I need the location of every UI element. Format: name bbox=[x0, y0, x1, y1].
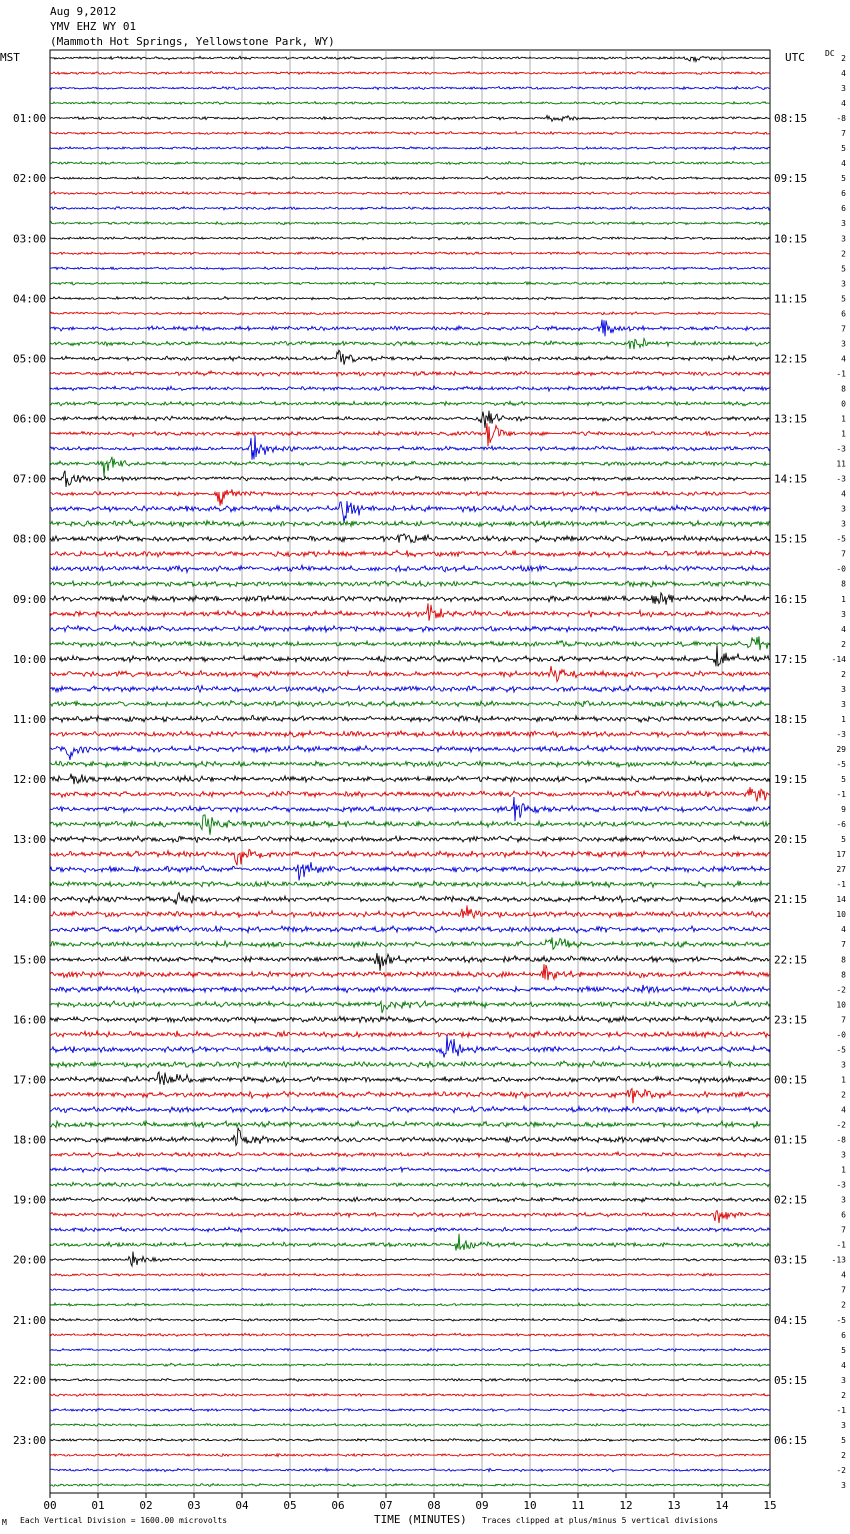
dc-offset-label: -5 bbox=[836, 1045, 846, 1055]
trace-row-69 bbox=[50, 1089, 770, 1104]
dc-offset-label: -1 bbox=[836, 790, 846, 800]
right-hour-label: 06:15 bbox=[774, 1433, 808, 1447]
right-hour-label: 20:15 bbox=[774, 833, 808, 847]
trace-row-4 bbox=[50, 116, 770, 122]
dc-offset-label: -1 bbox=[836, 1240, 846, 1250]
left-hour-label: 20:00 bbox=[13, 1253, 47, 1267]
trace-row-70 bbox=[50, 1106, 770, 1112]
trace-row-10 bbox=[50, 207, 770, 210]
left-hour-label: 16:00 bbox=[13, 1013, 47, 1027]
x-tick-label: 12 bbox=[619, 1499, 633, 1512]
trace-row-21 bbox=[50, 371, 770, 376]
x-tick-label: 13 bbox=[667, 1499, 681, 1512]
dc-offset-label: 2 bbox=[841, 669, 846, 679]
trace-row-2 bbox=[50, 86, 770, 89]
dc-offset-label: 4 bbox=[841, 1360, 846, 1370]
dc-offset-label: 5 bbox=[841, 144, 846, 154]
trace-row-26 bbox=[50, 435, 770, 459]
trace-row-85 bbox=[50, 1333, 770, 1336]
trace-row-27 bbox=[50, 457, 770, 477]
trace-row-13 bbox=[50, 252, 770, 255]
right-hour-label: 18:15 bbox=[774, 712, 808, 726]
dc-offset-label: -2 bbox=[836, 1120, 846, 1130]
dc-offset-label: -3 bbox=[836, 444, 846, 454]
x-tick-label: 02 bbox=[139, 1499, 153, 1512]
trace-row-39 bbox=[50, 636, 770, 650]
trace-row-15 bbox=[50, 282, 770, 285]
dc-offset-label: 4 bbox=[841, 1105, 846, 1115]
dc-offset-label: 8 bbox=[841, 955, 846, 965]
dc-offset-label: 3 bbox=[841, 1195, 846, 1205]
trace-row-65 bbox=[50, 1031, 770, 1038]
trace-row-66 bbox=[50, 1035, 770, 1057]
dc-offset-label: 4 bbox=[841, 69, 846, 79]
trace-row-22 bbox=[50, 386, 770, 391]
dc-offset-label: 3 bbox=[841, 339, 846, 349]
dc-offset-label: -1 bbox=[836, 369, 846, 379]
x-axis bbox=[43, 1493, 776, 1512]
x-tick-label: 14 bbox=[715, 1499, 729, 1512]
right-hour-label: 02:15 bbox=[774, 1193, 808, 1207]
x-tick-label: 00 bbox=[43, 1499, 57, 1512]
trace-row-14 bbox=[50, 267, 770, 270]
trace-row-95 bbox=[50, 1484, 770, 1487]
trace-row-60 bbox=[50, 953, 770, 971]
x-tick-label: 09 bbox=[475, 1499, 489, 1512]
left-hour-label: 05:00 bbox=[13, 352, 47, 366]
dc-offset-label: -0 bbox=[836, 1030, 846, 1040]
trace-row-18 bbox=[50, 320, 770, 337]
dc-offset-label: 9 bbox=[841, 805, 846, 815]
dc-offset-label: -8 bbox=[836, 1135, 846, 1145]
trace-row-64 bbox=[50, 1016, 770, 1022]
right-hour-label: 13:15 bbox=[774, 412, 808, 426]
trace-row-78 bbox=[50, 1227, 770, 1232]
right-hour-label: 10:15 bbox=[774, 232, 808, 246]
trace-row-73 bbox=[50, 1152, 770, 1157]
dc-offset-label: 3 bbox=[841, 609, 846, 619]
trace-row-94 bbox=[50, 1468, 770, 1471]
dc-column-label: DC bbox=[825, 49, 835, 58]
dc-offset-label: 6 bbox=[841, 204, 846, 214]
trace-row-41 bbox=[50, 666, 770, 681]
right-hour-label: 11:15 bbox=[774, 292, 808, 306]
trace-row-91 bbox=[50, 1424, 770, 1427]
left-hour-label: 01:00 bbox=[13, 112, 47, 126]
right-hour-label: 17:15 bbox=[774, 652, 808, 666]
trace-row-34 bbox=[50, 565, 770, 572]
trace-row-42 bbox=[50, 685, 770, 692]
left-hour-label: 21:00 bbox=[13, 1313, 47, 1327]
dc-offset-label: 5 bbox=[841, 264, 846, 274]
trace-row-92 bbox=[50, 1438, 770, 1441]
dc-offset-label: 10 bbox=[836, 1000, 846, 1010]
dc-offset-label: 0 bbox=[841, 399, 846, 409]
dc-offset-label: 11 bbox=[836, 459, 846, 469]
right-timezone-label: UTC bbox=[785, 51, 805, 64]
trace-row-80 bbox=[50, 1252, 770, 1266]
dc-offset-label: -0 bbox=[836, 564, 846, 574]
x-tick-label: 10 bbox=[523, 1499, 537, 1512]
dc-offset-label: 3 bbox=[841, 84, 846, 94]
left-hour-label: 22:00 bbox=[13, 1373, 47, 1387]
dc-offset-label: 8 bbox=[841, 970, 846, 980]
trace-row-77 bbox=[50, 1210, 770, 1223]
dc-offset-label: -5 bbox=[836, 534, 846, 544]
trace-row-81 bbox=[50, 1273, 770, 1276]
trace-row-58 bbox=[50, 926, 770, 933]
trace-row-51 bbox=[50, 815, 770, 835]
station-code: YMV EHZ WY 01 bbox=[50, 20, 137, 33]
trace-row-76 bbox=[50, 1197, 770, 1202]
left-hour-label: 11:00 bbox=[13, 712, 47, 726]
dc-offset-label: 3 bbox=[841, 1481, 846, 1490]
left-hour-label: 02:00 bbox=[13, 172, 47, 186]
trace-row-56 bbox=[50, 893, 770, 905]
x-tick-label: 06 bbox=[331, 1499, 345, 1512]
right-hour-label: 09:15 bbox=[774, 172, 808, 186]
dc-offset-label: 6 bbox=[841, 1210, 846, 1220]
dc-offset-label: 3 bbox=[841, 504, 846, 514]
dc-offset-label: 2 bbox=[841, 1450, 846, 1460]
right-hour-label: 14:15 bbox=[774, 472, 808, 486]
corner-mark: M bbox=[2, 1518, 7, 1527]
dc-offset-label: 7 bbox=[841, 129, 846, 139]
right-hour-label: 23:15 bbox=[774, 1013, 808, 1027]
right-hour-label: 15:15 bbox=[774, 532, 808, 546]
trace-row-31 bbox=[50, 520, 770, 527]
x-tick-label: 05 bbox=[283, 1499, 297, 1512]
dc-offset-label: -2 bbox=[836, 985, 846, 995]
dc-offset-label: -5 bbox=[836, 1315, 846, 1325]
dc-offset-label: 10 bbox=[836, 910, 846, 920]
dc-offset-label: 7 bbox=[841, 324, 846, 334]
trace-row-62 bbox=[50, 985, 770, 993]
left-hour-label: 10:00 bbox=[13, 652, 47, 666]
footer-scale-note: Each Vertical Division = 1600.00 microvolts bbox=[20, 1516, 228, 1525]
trace-row-82 bbox=[50, 1288, 770, 1291]
trace-row-6 bbox=[50, 147, 770, 150]
trace-row-43 bbox=[50, 701, 770, 708]
trace-row-83 bbox=[50, 1303, 770, 1306]
trace-row-68 bbox=[50, 1072, 770, 1085]
dc-offset-label: 5 bbox=[841, 294, 846, 304]
plot-grid bbox=[50, 50, 770, 1493]
left-hour-label: 12:00 bbox=[13, 773, 47, 787]
x-tick-label: 07 bbox=[379, 1499, 393, 1512]
dc-offset-label: 3 bbox=[841, 1150, 846, 1160]
left-hour-label: 17:00 bbox=[13, 1073, 47, 1087]
right-hour-label: 05:15 bbox=[774, 1373, 808, 1387]
dc-offset-label: -1 bbox=[836, 880, 846, 890]
trace-row-5 bbox=[50, 132, 770, 135]
trace-row-71 bbox=[50, 1121, 770, 1128]
trace-row-59 bbox=[50, 937, 770, 949]
chart-date: Aug 9,2012 bbox=[50, 5, 117, 18]
right-hour-label: 16:15 bbox=[774, 592, 808, 606]
dc-offset-label: 1 bbox=[841, 414, 846, 424]
dc-offset-label: 6 bbox=[841, 189, 846, 199]
trace-row-63 bbox=[50, 1001, 770, 1013]
plot-frame bbox=[50, 50, 770, 1493]
dc-offset-label: 4 bbox=[841, 925, 846, 935]
left-hour-label: 15:00 bbox=[13, 953, 47, 967]
x-tick-label: 03 bbox=[187, 1499, 201, 1512]
right-hour-label: 01:15 bbox=[774, 1133, 808, 1147]
trace-row-33 bbox=[50, 550, 770, 557]
dc-offset-label: -6 bbox=[836, 820, 846, 830]
trace-row-12 bbox=[50, 237, 770, 240]
dc-offset-label: 1 bbox=[841, 714, 846, 724]
footer-clip-note: Traces clipped at plus/minus 5 vertical divisions bbox=[482, 1516, 719, 1525]
trace-row-47 bbox=[50, 761, 770, 767]
dc-offset-label: 3 bbox=[841, 1060, 846, 1070]
left-timezone-label: MST bbox=[0, 51, 20, 64]
trace-row-93 bbox=[50, 1453, 770, 1456]
dc-offset-label: 3 bbox=[841, 219, 846, 229]
x-tick-label: 01 bbox=[91, 1499, 105, 1512]
trace-row-49 bbox=[50, 787, 770, 801]
dc-offset-label: -14 bbox=[831, 654, 846, 664]
trace-row-88 bbox=[50, 1378, 770, 1381]
trace-row-23 bbox=[50, 401, 770, 405]
dc-offset-label: 5 bbox=[841, 174, 846, 184]
dc-offset-label: -8 bbox=[836, 114, 846, 124]
left-hour-label: 23:00 bbox=[13, 1433, 47, 1447]
x-axis-title: TIME (MINUTES) bbox=[374, 1513, 467, 1526]
dc-offset-label: -1 bbox=[836, 1405, 846, 1415]
trace-row-67 bbox=[50, 1061, 770, 1068]
left-hour-label: 04:00 bbox=[13, 292, 47, 306]
trace-row-90 bbox=[50, 1408, 770, 1411]
dc-offset-label: 7 bbox=[841, 1015, 846, 1025]
x-tick-label: 11 bbox=[571, 1499, 585, 1512]
dc-offset-label: 3 bbox=[841, 1375, 846, 1385]
trace-row-29 bbox=[50, 489, 770, 505]
dc-offset-label: 1 bbox=[841, 429, 846, 439]
dc-offset-label: 4 bbox=[841, 159, 846, 169]
trace-row-86 bbox=[50, 1348, 770, 1351]
right-hour-label: 03:15 bbox=[774, 1253, 808, 1267]
dc-offset-label: 8 bbox=[841, 579, 846, 589]
trace-row-79 bbox=[50, 1234, 770, 1251]
left-hour-label: 19:00 bbox=[13, 1193, 47, 1207]
trace-row-89 bbox=[50, 1393, 770, 1396]
trace-row-19 bbox=[50, 339, 770, 350]
trace-row-44 bbox=[50, 715, 770, 722]
right-hour-label: 22:15 bbox=[774, 953, 808, 967]
dc-offset-label: 6 bbox=[841, 309, 846, 319]
trace-row-48 bbox=[50, 774, 770, 785]
dc-offset-label: 5 bbox=[841, 835, 846, 845]
right-hour-label: 12:15 bbox=[774, 352, 808, 366]
dc-offset-label: 8 bbox=[841, 384, 846, 394]
right-hour-label: 04:15 bbox=[774, 1313, 808, 1327]
trace-row-50 bbox=[50, 797, 770, 821]
trace-row-75 bbox=[50, 1182, 770, 1187]
trace-row-1 bbox=[50, 71, 770, 74]
right-hour-label: 00:15 bbox=[774, 1073, 808, 1087]
trace-row-84 bbox=[50, 1318, 770, 1321]
left-hour-label: 18:00 bbox=[13, 1133, 47, 1147]
trace-row-32 bbox=[50, 534, 770, 543]
right-hour-labels bbox=[774, 112, 807, 1447]
left-hour-label: 13:00 bbox=[13, 833, 47, 847]
dc-offset-label: 4 bbox=[841, 354, 846, 364]
dc-offset-label: 2 bbox=[841, 639, 846, 649]
trace-row-20 bbox=[50, 350, 770, 364]
trace-row-40 bbox=[50, 646, 770, 667]
trace-row-16 bbox=[50, 297, 770, 300]
left-hour-label: 14:00 bbox=[13, 893, 47, 907]
trace-row-25 bbox=[50, 423, 770, 446]
dc-offset-label: 4 bbox=[841, 624, 846, 634]
dc-offset-label: 4 bbox=[841, 99, 846, 109]
trace-row-45 bbox=[50, 731, 770, 737]
dc-offset-label: -3 bbox=[836, 474, 846, 484]
dc-offset-label: 5 bbox=[841, 1435, 846, 1445]
dc-offset-label: 7 bbox=[841, 940, 846, 950]
dc-offset-label: -2 bbox=[836, 1465, 846, 1475]
x-tick-label: 08 bbox=[427, 1499, 441, 1512]
dc-offset-label: -13 bbox=[831, 1255, 846, 1265]
right-hour-label: 19:15 bbox=[774, 773, 808, 787]
left-hour-label: 03:00 bbox=[13, 232, 47, 246]
dc-offset-label: 6 bbox=[841, 1330, 846, 1340]
trace-row-46 bbox=[50, 746, 770, 760]
trace-row-74 bbox=[50, 1167, 770, 1172]
dc-offset-label: 5 bbox=[841, 1345, 846, 1355]
trace-row-54 bbox=[50, 862, 770, 880]
dc-offset-label: 7 bbox=[841, 549, 846, 559]
x-tick-label: 04 bbox=[235, 1499, 249, 1512]
trace-row-55 bbox=[50, 881, 770, 888]
trace-row-53 bbox=[50, 849, 770, 865]
station-location: (Mammoth Hot Springs, Yellowstone Park, WY) bbox=[50, 35, 335, 48]
trace-row-8 bbox=[50, 177, 770, 180]
right-hour-label: 08:15 bbox=[774, 112, 808, 126]
dc-offset-labels bbox=[832, 54, 847, 1490]
trace-row-35 bbox=[50, 581, 770, 587]
trace-row-3 bbox=[50, 101, 770, 104]
dc-offset-label: 2 bbox=[841, 54, 846, 63]
dc-offset-label: 29 bbox=[836, 744, 846, 754]
dc-offset-label: -3 bbox=[836, 1180, 846, 1190]
trace-row-24 bbox=[50, 411, 770, 428]
trace-row-36 bbox=[50, 593, 770, 605]
trace-row-52 bbox=[50, 836, 770, 842]
trace-row-61 bbox=[50, 964, 770, 980]
trace-row-37 bbox=[50, 603, 770, 620]
dc-offset-label: 2 bbox=[841, 1390, 846, 1400]
dc-offset-label: 14 bbox=[836, 895, 846, 905]
trace-row-9 bbox=[50, 192, 770, 195]
dc-offset-label: 3 bbox=[841, 684, 846, 694]
left-hour-label: 06:00 bbox=[13, 412, 47, 426]
dc-offset-label: 17 bbox=[836, 850, 846, 860]
trace-row-38 bbox=[50, 625, 770, 631]
dc-offset-label: -3 bbox=[836, 729, 846, 739]
trace-row-87 bbox=[50, 1363, 770, 1366]
dc-offset-label: 7 bbox=[841, 1225, 846, 1235]
left-hour-labels bbox=[13, 112, 46, 1447]
dc-offset-label: 1 bbox=[841, 1165, 846, 1175]
dc-offset-label: 27 bbox=[836, 865, 846, 875]
dc-offset-label: 7 bbox=[841, 1285, 846, 1295]
dc-offset-label: 3 bbox=[841, 519, 846, 529]
left-hour-label: 09:00 bbox=[13, 592, 47, 606]
x-tick-label: 15 bbox=[763, 1499, 777, 1512]
dc-offset-label: -5 bbox=[836, 759, 846, 769]
dc-offset-label: 5 bbox=[841, 775, 846, 785]
right-hour-label: 21:15 bbox=[774, 893, 808, 907]
dc-offset-label: 3 bbox=[841, 279, 846, 289]
dc-offset-label: 4 bbox=[841, 1270, 846, 1280]
seismic-traces bbox=[50, 56, 770, 1486]
trace-row-0 bbox=[50, 56, 770, 61]
dc-offset-label: 3 bbox=[841, 234, 846, 244]
dc-offset-label: 3 bbox=[841, 1420, 846, 1430]
dc-offset-label: 1 bbox=[841, 1075, 846, 1085]
dc-offset-label: 3 bbox=[841, 699, 846, 709]
dc-offset-label: 2 bbox=[841, 249, 846, 259]
trace-row-72 bbox=[50, 1128, 770, 1146]
dc-offset-label: 2 bbox=[841, 1300, 846, 1310]
dc-offset-label: 1 bbox=[841, 594, 846, 604]
trace-row-7 bbox=[50, 162, 770, 165]
trace-row-11 bbox=[50, 222, 770, 225]
dc-offset-label: 4 bbox=[841, 489, 846, 499]
trace-row-30 bbox=[50, 501, 770, 523]
trace-row-57 bbox=[50, 905, 770, 917]
trace-row-17 bbox=[50, 312, 770, 315]
left-hour-label: 08:00 bbox=[13, 532, 47, 546]
dc-offset-label: 2 bbox=[841, 1090, 846, 1100]
left-hour-label: 07:00 bbox=[13, 472, 47, 486]
trace-row-28 bbox=[50, 471, 770, 487]
